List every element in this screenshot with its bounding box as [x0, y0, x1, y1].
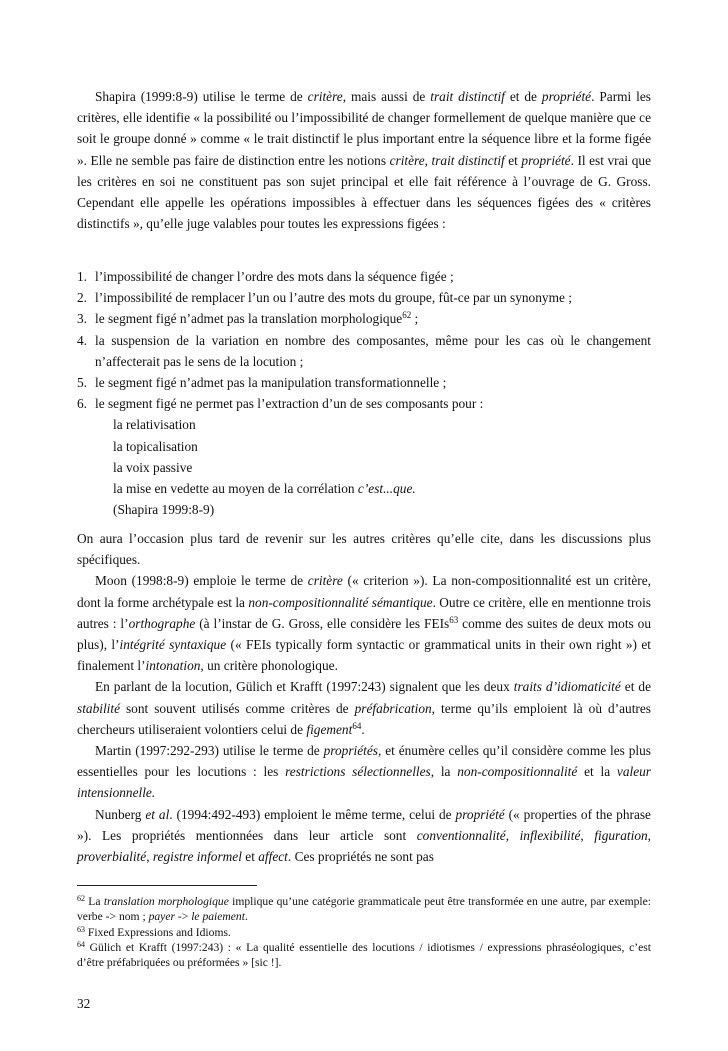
text-run: (« properties of the phrase »). Les propriétés mentionnées dans leur article sont [77, 806, 651, 843]
text-run: . Outre ce critère, elle en mentionne trois autres : l’ [77, 594, 651, 631]
paragraph-after-list [77, 528, 651, 570]
text-run: la suspension de la variation en nombre des composantes, même pour les cas où le changement n’affecterait pas le sens de la locution ; [95, 332, 651, 369]
italic-term: trait distinctif [430, 89, 505, 104]
italic-term: trait distinctif [431, 152, 505, 168]
list-number: 5. [77, 375, 88, 391]
text-run: Fixed Expressions and Idioms. [85, 926, 231, 939]
footnote-64 [77, 940, 651, 971]
text-run: (« FEIs typically form syntactic or grammatical units in their own right ») et finalement l’ [77, 637, 651, 674]
list-number: 2. [77, 290, 88, 306]
text-run: , et énumère celles qu’il considère comme les plus essentielles pour les locutions : les [77, 743, 651, 780]
text-run: . Parmi les critères, elle identifie « la possibilité ou l’impossibilité de changer formellement de quelque manière que ce soit le groupe donné » comme « le trait distinctif le plus important entre la séquence libre et la forme figée ». Elle ne semble pas faire de distinction entre les notions [77, 89, 651, 168]
italic-term: non-compositionnalité [457, 764, 578, 780]
text-run: . Ces propriétés ne sont pas [287, 849, 434, 865]
italic-term: intégrité syntaxique [119, 637, 227, 653]
text-run: . [244, 910, 248, 924]
italic-term: critère [307, 573, 343, 589]
sublist-item-4 [77, 478, 651, 499]
text-run: et la [577, 764, 617, 780]
text-run: , [580, 827, 595, 843]
paragraph-nunberg [77, 804, 651, 868]
text-run: le segment figé ne permet pas l’extraction d’un de ses composants pour : [95, 396, 484, 412]
italic-term: restrictions sélectionnelles [285, 764, 431, 780]
criteria-item-6 [77, 393, 651, 414]
italic-term: figement [306, 721, 353, 737]
sublist-item-3 [77, 457, 651, 478]
text-run: , un critère phonologique. [200, 658, 338, 674]
text-run: En parlant de la locution, Gülich et Krafft (1997:243) signalent que les deux [95, 679, 514, 695]
criteria-item-1 [77, 266, 651, 287]
list-number: 1. [77, 269, 88, 284]
paragraph-moon [77, 570, 651, 676]
paragraph-shapira [77, 86, 651, 234]
italic-term: propriété [541, 89, 592, 104]
text-run: (Shapira 1999:8-9) [113, 502, 215, 518]
page-number: 32 [77, 996, 91, 1011]
body-text-lower [77, 528, 651, 867]
italic-term: figuration [594, 827, 648, 843]
text-run: le segment figé n’admet pas la translation morphologique [95, 311, 403, 327]
criteria-item-2 [77, 287, 651, 308]
italic-term: orthographe [128, 615, 196, 631]
italic-term: critère [307, 89, 343, 104]
criteria-list [77, 266, 651, 414]
text-run: , la [430, 764, 458, 780]
italic-term: propriétés [323, 743, 378, 759]
text-run: , [146, 849, 153, 865]
italic-term: et al [145, 806, 170, 822]
italic-term: c’est...que. [357, 481, 416, 497]
criteria-item-3 [77, 308, 651, 329]
text-run: Gülich et Krafft (1997:243) : « La qualité essentielle des locutions / idiotismes / expressions phraséologiques, c’est d’être préfabriquées ou préformées » [sic !]. [77, 941, 651, 970]
italic-term: propriété [521, 152, 571, 168]
text-run: implique qu’une catégorie grammaticale peut être transformée en une autre, par exemple: verbe -> nom ; [77, 895, 651, 924]
italic-term: le paiement [191, 910, 245, 924]
italic-term: affect [258, 849, 288, 865]
footnote-ref: 64 [352, 720, 362, 731]
sublist-item-2 [77, 436, 651, 457]
italic-term: inflexibilité [519, 827, 581, 843]
footnote-ref: 64 [77, 940, 85, 949]
italic-term: critère [389, 152, 425, 168]
sublist-item-1 [77, 414, 651, 435]
text-run: Shapira (1999:8-9) utilise le terme de [95, 89, 308, 104]
italic-term: préfabrication [354, 700, 432, 716]
text-run: la relativisation [113, 417, 196, 433]
text-run: et de [620, 679, 651, 695]
text-run: comme des suites de deux mots ou plus), l’ [77, 615, 651, 653]
text-run: (à l’instar de G. Gross, elle considère les FEIs [195, 615, 450, 631]
text-run: (« criterion »). La non-compositionnalité est un critère, dont la forme archétypale est la [77, 573, 651, 610]
italic-term: stabilité [77, 700, 120, 716]
criteria-list-block [77, 266, 651, 520]
text-run: le segment figé n’admet pas la manipulation transformationnelle ; [95, 375, 447, 391]
text-run: . (1994:492-493) emploient le même terme, celui de [169, 806, 456, 822]
italic-term: traits d’idiomaticité [513, 679, 621, 695]
criteria-item-5 [77, 372, 651, 393]
italic-term: registre informel [152, 849, 242, 865]
footnote-ref: 62 [77, 894, 85, 903]
italic-term: intonation [145, 658, 201, 674]
italic-term: propriété [455, 806, 505, 822]
text-run: , [505, 827, 520, 843]
body-text-upper [77, 86, 651, 234]
text-run: sont souvent utilisés comme critères de [120, 700, 355, 716]
sublist-item-5 [77, 499, 651, 520]
text-run: On aura l’occasion plus tard de revenir sur les autres critères qu’elle cite, dans les discussions plus spécifiques. [77, 531, 651, 568]
criteria-item-4 [77, 330, 651, 372]
text-run: -> [174, 910, 192, 924]
text-run: , mais aussi de [342, 89, 431, 104]
list-number: 6. [77, 396, 88, 412]
text-run: . Il est vrai que les critères en soi ne constituent pas son sujet principal et elle fait référence à l’ouvrage de G. Gross. Cependant elle appelle les opérations impossibles à effectuer dans les séquences figées des « critères distinctifs », qu’elle juge valables pour toutes les expressions figées : [77, 152, 652, 232]
text-run: , [647, 827, 652, 843]
italic-term: non-compositionnalité sémantique [248, 594, 433, 610]
text-run: Moon (1998:8-9) emploie le terme de [95, 573, 308, 589]
footnote-63 [77, 925, 651, 940]
text-run: l’impossibilité de remplacer l’un ou l’autre des mots du groupe, fût-ce par un synonyme ; [95, 290, 572, 306]
extraction-sublist [77, 414, 651, 520]
italic-term: translation morphologique [103, 895, 229, 908]
paragraph-gulich-krafft [77, 676, 651, 740]
text-run: et [241, 849, 259, 865]
text-run: et [504, 152, 522, 168]
text-run: la mise en vedette au moyen de la corrélation [113, 481, 358, 497]
italic-term: conventionnalité [416, 827, 506, 843]
text-run: la topicalisation [113, 438, 198, 454]
list-number: 3. [77, 311, 88, 327]
paragraph-martin [77, 740, 651, 804]
list-number: 4. [77, 332, 88, 348]
footnote-ref: 62 [402, 310, 412, 321]
text-run: , [424, 152, 432, 168]
text-run: , terme qu’ils emploient là où d’autres chercheurs utiliseraient volontiers celui de [77, 700, 651, 737]
footnote-ref: 63 [77, 925, 85, 934]
text-run: l’impossibilité de changer l’ordre des mots dans la séquence figée ; [95, 269, 454, 284]
italic-term: payer [148, 910, 175, 924]
text-run: la voix passive [113, 459, 193, 475]
text-run: Martin (1997:292-293) utilise le terme de [95, 743, 324, 759]
text-run: et de [504, 89, 542, 104]
footnote-62 [77, 894, 651, 925]
text-run: ; [411, 311, 419, 327]
text-run: La [85, 895, 104, 908]
text-run: Nunberg [95, 806, 146, 822]
italic-term: proverbialité [77, 849, 147, 865]
italic-term: valeur intensionnelle. [77, 764, 651, 801]
footnote-ref: 63 [449, 614, 459, 625]
footnote-separator [77, 885, 257, 886]
text-run: . [361, 721, 365, 737]
